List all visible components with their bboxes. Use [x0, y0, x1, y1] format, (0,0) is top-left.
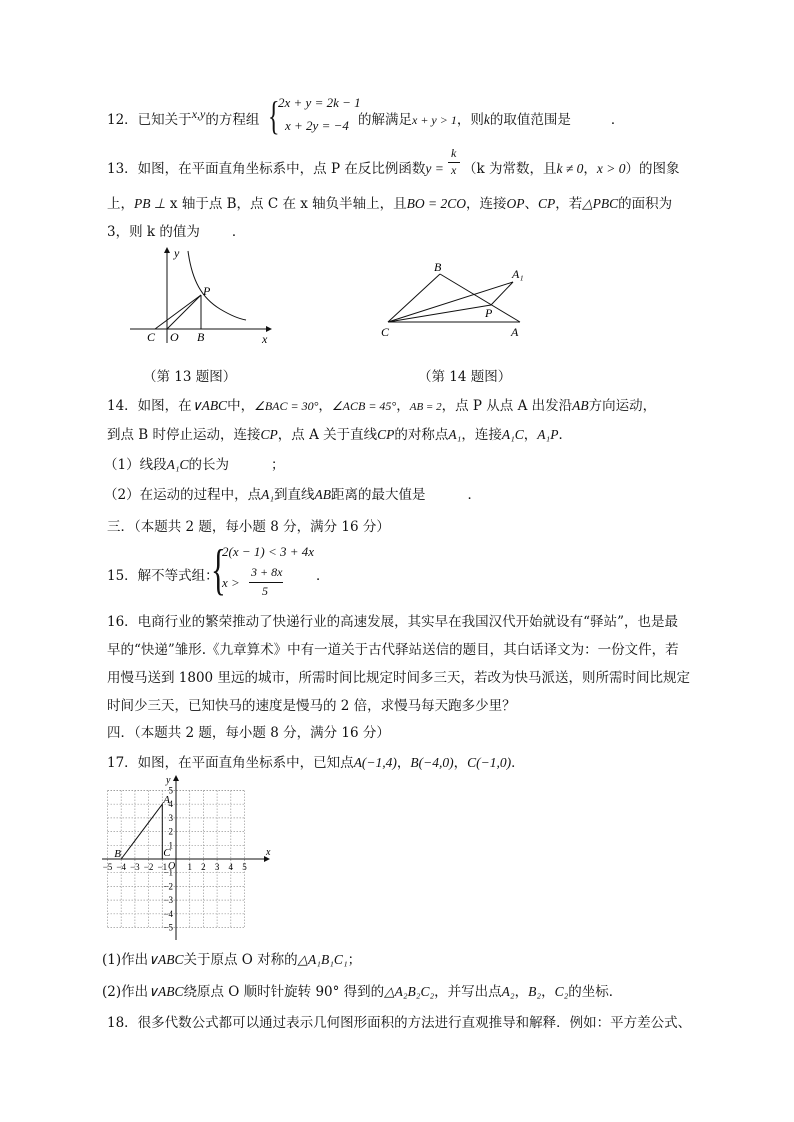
q17-p2k: 的坐标． [568, 984, 623, 1000]
grid-y-arrow [173, 775, 179, 781]
q12-brace: { [268, 93, 280, 138]
q14-l2c: ，点 A 关于直线 [277, 427, 378, 443]
fig13-label-o: O [170, 330, 179, 344]
grid-x-tick: 5 [242, 862, 247, 872]
grid-point-label-b: B [114, 848, 121, 860]
fig13-label-y: y [174, 246, 180, 260]
grid-y-tick: −5 [163, 922, 173, 933]
q17-p1b: ∨ABC [148, 952, 184, 967]
q13-l2j: △PBC [582, 196, 619, 211]
grid-y-tick: 4 [168, 799, 173, 810]
grid-x-tick: 4 [228, 862, 234, 872]
q14-l1e: ， [318, 398, 332, 414]
q17-p2e: ，并写出点 [434, 984, 502, 1000]
grid-y-tick: −1 [163, 867, 173, 878]
q17-p1e: ； [347, 952, 362, 968]
fig14-label-a: A [511, 325, 519, 339]
q13-line3 [107, 220, 245, 240]
q17-p2i: ， [541, 984, 555, 1000]
q17-part2 [102, 980, 622, 1000]
q17-p1a: (1)作出 [102, 952, 149, 968]
q13-frac-den: x [451, 163, 457, 177]
q13-line1b [463, 157, 680, 177]
q14-s1c: 的长为 [188, 457, 230, 473]
fig13-segment-cp [155, 295, 201, 329]
grid-y-tick: −2 [163, 881, 173, 892]
q14-l1b: ∨ABC [191, 398, 228, 413]
q14-l1j: AB [572, 398, 589, 413]
q16-line3: 用慢马送到 1800 里远的城市，所需时间比规定时间多三天，若改为快马派送，则所需时间比规定 [107, 670, 690, 686]
q14-l2b: CP [260, 427, 278, 442]
q14-s1end: ； [271, 457, 285, 473]
q17-end: ． [511, 755, 525, 771]
q14-l2f: A₁ [448, 427, 462, 442]
q15-brace: { [211, 539, 226, 601]
q15-frac-den: 5 [262, 584, 268, 598]
q17-p2b: ∨ABC [148, 984, 184, 999]
q14-s2c: 到直线 [274, 487, 315, 503]
fig14-caption: （第 14 题图） [418, 369, 512, 385]
q14-l1a: 14．如图，在 [107, 398, 192, 414]
q14-sub2 [104, 483, 481, 503]
q15-frac-num: 3 + 8x [251, 565, 283, 579]
q14-l2k: ． [558, 427, 572, 443]
q13-l3end: ． [231, 224, 246, 240]
grid-x-tick: 3 [214, 862, 220, 872]
fig14-label-a1: A₁ [512, 267, 524, 281]
grid-y-tick: −4 [163, 908, 173, 919]
fig13-label-p: P [203, 284, 211, 298]
q13-l2i: ，若 [555, 196, 583, 212]
q17-point-c: C(−1,0) [467, 755, 512, 770]
grid-y-tick: 2 [168, 826, 173, 837]
q14-l1f: ∠ACB = 45° [331, 399, 397, 413]
grid-y-tick: 5 [168, 785, 173, 796]
fig14-segment-ba [440, 274, 520, 322]
q13-l2h: CP [538, 196, 556, 211]
grid-x-tick: −1 [157, 862, 168, 872]
q14-l1c: 中， [227, 398, 255, 414]
grid-y-label: y [166, 775, 171, 786]
q14-s2end: ． [467, 487, 482, 503]
grid-point-label-c: C [163, 847, 171, 859]
q17-p2f: A₂ [501, 984, 515, 999]
q17-p2d: △A₂B₂C₂ [384, 984, 435, 999]
q13-y: y = [425, 161, 444, 176]
fig14-label-c: C [381, 325, 390, 339]
figure-13 [120, 243, 280, 348]
q12-end: ． [610, 112, 625, 128]
q17-part1 [102, 948, 361, 968]
fig14-label-b: B [434, 260, 442, 274]
q12-post1: 的解满足 [358, 112, 412, 128]
q15-frac-bar [249, 582, 283, 583]
q14-s1b: A₁C [166, 457, 189, 472]
section-4-heading: 四．（本题共 2 题，每小题 8 分，满分 16 分） [107, 725, 390, 741]
q14-l1h: AB = 2 [409, 401, 442, 413]
q17-point-a: A(−1,4) [353, 755, 397, 770]
q13-l2g: 、 [524, 196, 539, 212]
q13-l2b: PB ⊥ [134, 196, 166, 211]
grid-x-label: x [266, 847, 271, 858]
q13-line1 [107, 157, 444, 177]
q13-l2a: 上， [107, 196, 134, 212]
q17-p2c: 绕原点 O 顺时针旋转 90° 得到的 [183, 984, 385, 1000]
q13-l2k: 的面积为 [618, 196, 673, 212]
q17-sep1: ， [396, 755, 411, 771]
q18-line1: 18．很多代数公式都可以通过表示几何图形面积的方法进行直观推导和解释．例如：平方差公式、 [107, 1015, 692, 1031]
q12-eq2: x + 2y = −4 [285, 118, 349, 133]
grid-y-tick: 1 [168, 840, 173, 851]
q13-l2e: ，连接 [466, 196, 507, 212]
q14-l2e: 的对称点 [394, 427, 449, 443]
q14-l2i: ， [523, 427, 538, 443]
grid-y-tick: −3 [163, 895, 173, 906]
q13-l1c: k ≠ 0 [556, 161, 584, 176]
q17-l1: 17．如图，在平面直角坐标系中，已知点 [107, 755, 354, 771]
q14-l2d: CP [377, 427, 395, 442]
q14-l1i: ，点 P 从点 A 出发沿 [441, 398, 573, 414]
fig13-label-b: B [197, 330, 205, 344]
grid-x-tick: 2 [201, 862, 206, 872]
q17-p2j: C₂ [554, 984, 569, 999]
grid-x-tick: −3 [130, 862, 140, 872]
q14-l2a: 到点 B 时停止运动，连接 [107, 427, 261, 443]
fig13-segment-op [167, 295, 201, 329]
q12-eq1: 2x + y = 2k − 1 [278, 95, 361, 110]
q14-s2d: AB [314, 487, 332, 502]
grid-point-label-a: A [163, 794, 171, 807]
q13-l2f: OP [506, 196, 525, 211]
q17-point-b: B(−4,0) [410, 755, 454, 770]
q13-line2 [107, 192, 672, 212]
figure-14 [375, 258, 535, 343]
fig13-label-x: x [262, 332, 268, 346]
q15-pre: 15．解不等式组： [107, 568, 219, 584]
fig13-y-arrow [164, 247, 170, 253]
q12-pre: 12．已知关于 [107, 112, 192, 128]
q14-l1g: ， [396, 398, 410, 414]
q14-s2e: 距离的最大值是 [331, 487, 426, 503]
q14-s1a: （1）线段 [104, 457, 167, 473]
q13-l1e: x > 0 [596, 161, 626, 176]
q15-eq2-lhs: x > [222, 575, 240, 590]
q13-l1b: （k 为常数，且 [463, 161, 557, 177]
q14-line2 [107, 423, 572, 443]
q13-l3: 3，则 k 的值为 [107, 224, 200, 240]
q12-text [107, 108, 259, 128]
q14-l1d: ∠BAC = 30° [254, 399, 319, 413]
q17-p2h: B₂ [528, 984, 542, 999]
fig13-hyperbola [188, 251, 246, 320]
q13-l1f: ）的图象 [625, 161, 680, 177]
q13-l2d: BO = 2CO [406, 196, 467, 211]
q17-sep2: ， [453, 755, 468, 771]
grid-x-tick: −2 [143, 862, 154, 872]
q14-s2b: A₁ [261, 487, 275, 502]
q14-line1 [107, 394, 656, 414]
q14-l2g: ，连接 [461, 427, 502, 443]
grid-x-tick: 1 [187, 862, 192, 872]
q17-line1 [107, 751, 525, 771]
q17-p1d: △A₁B₁C₁ [297, 952, 348, 967]
grid-x-tick: −5 [102, 862, 113, 872]
q12-tail [358, 108, 624, 128]
grid-x-tick: −4 [116, 862, 126, 872]
q13-l2c: x 轴于点 B，点 C 在 x 轴负半轴上，且 [165, 196, 407, 212]
q13-l1a: 13．如图，在平面直角坐标系中，点 P 在反比例函数 [107, 161, 426, 177]
q14-l1k: 方向运动， [588, 398, 657, 414]
q17-p2g: ， [514, 984, 529, 1000]
q14-l2h: A₁C [501, 427, 524, 442]
q13-l1d: ， [583, 161, 597, 177]
q12-vars: x,y [191, 107, 206, 121]
q14-s2a: （2）在运动的过程中，点 [104, 487, 262, 503]
fig13-caption: （第 13 题图） [143, 369, 237, 385]
q16-line2: 早的“快递”雏形.《九章算术》中有一道关于古代驿站送信的题目，其白话译文为：一份文件，若 [107, 642, 679, 658]
q15-end: ． [316, 568, 330, 584]
q14-l2j: A₁P [537, 427, 559, 442]
q12-cond: x + y > 1 [412, 113, 457, 127]
q12-kvar: k [483, 112, 490, 127]
figure-17-grid [98, 775, 274, 945]
q15-eq1: 2(x − 1) < 3 + 4x [222, 544, 315, 559]
q12-mid: 的方程组 [205, 112, 260, 128]
section-3-heading: 三．（本题共 2 题，每小题 8 分，满分 16 分） [107, 519, 390, 535]
q12-post3: 的取值范围是 [489, 112, 571, 128]
fig14-label-p: P [485, 306, 493, 320]
fig13-label-c: C [147, 330, 156, 344]
q17-p2a: (2)作出 [102, 984, 149, 1000]
q12-post2: ，则 [456, 112, 484, 128]
grid-origin-label: O [168, 861, 176, 872]
q14-sub1 [104, 453, 285, 473]
grid-y-tick: 3 [168, 812, 173, 823]
q17-p1c: 关于原点 O 对称的 [183, 952, 298, 968]
q16-line1: 16．电商行业的繁荣推动了快递行业的高速发展，其实早在我国汉代开始就设有“驿站”，也是最 [107, 614, 678, 630]
q16-line4: 时间少三天，已知快马的速度是慢马的 2 倍，求慢马每天跑多少里？ [107, 698, 516, 714]
q13-frac-num: k [451, 146, 457, 160]
